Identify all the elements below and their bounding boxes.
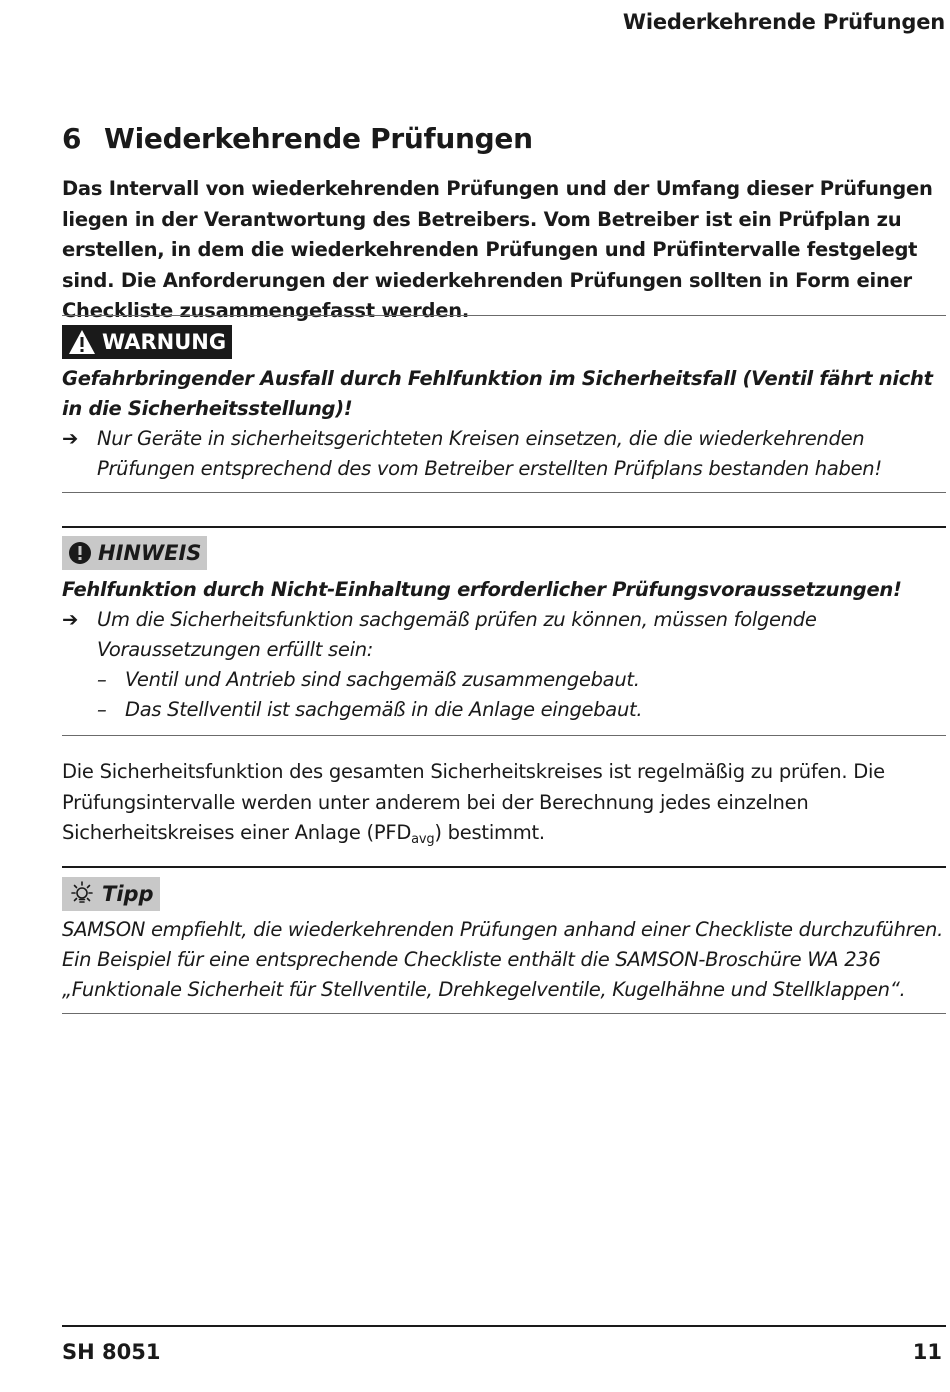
notice-heading: Fehlfunktion durch Nicht-Einhaltung erforderlicher Prüfungsvoraussetzungen! — [62, 578, 902, 601]
tip-top-rule — [62, 866, 946, 868]
document-id: SH 8051 — [62, 1340, 161, 1364]
tip-badge — [62, 877, 160, 911]
arrow-right-icon: ➔ — [62, 608, 79, 631]
warning-instruction — [62, 424, 946, 484]
notice-top-rule — [62, 526, 946, 528]
warning-label: WARNUNG — [102, 330, 227, 354]
list-item — [97, 695, 946, 725]
warning-top-rule — [62, 315, 946, 316]
dash-bullet: – — [97, 668, 107, 691]
notice-label: HINWEIS — [98, 541, 202, 565]
intro-paragraph: Das Intervall von wiederkehrenden Prüfungen und der Umfang dieser Prüfungen liegen in der Verantwortung des Betreibers. Vom Betreiber ist ein Prüfplan zu erstellen, in dem die wiederkehrenden Prüfungen und Prüfintervalle festgelegt sind. Die Anforderungen der wiederkehrenden Prüfungen sollten in Form einer Checkliste zusammengefasst werden. — [62, 177, 933, 322]
running-header: Wiederkehrende Prüfungen — [622, 10, 945, 34]
footer-rule — [62, 1325, 946, 1327]
pfd-subscript: avg — [411, 832, 435, 847]
tip-bottom-rule — [62, 1013, 946, 1014]
lightbulb-icon — [68, 880, 96, 908]
tip-text: SAMSON empfiehlt, die wiederkehrenden Prüfungen anhand einer Checkliste durchzuführen. Ein Beispiel für eine entsprechende Checkliste enthält die SAMSON-Broschüre WA 236 „Funktionale Sicherheit für Stellventile, Drehkegelventile, Kugelhähne und Stellklappen“. — [62, 918, 944, 1001]
chapter-number: 6 — [62, 122, 82, 155]
body-text-after: ) bestimmt. — [434, 821, 545, 844]
exclamation-circle-icon — [68, 541, 92, 565]
dash-bullet: – — [97, 698, 107, 721]
page-number: 11 — [912, 1340, 942, 1364]
body-paragraph — [62, 757, 946, 849]
warning-triangle-icon — [68, 329, 96, 355]
warning-badge — [62, 325, 232, 359]
list-item-text: Das Stellventil ist sachgemäß in die Anlage eingebaut. — [125, 698, 643, 721]
warning-instruction-text: Nur Geräte in sicherheitsgerichteten Kreisen einsetzen, die die wiederkehrenden Prüfungen entsprechend des vom Betreiber erstellten Prüfplans bestanden haben! — [97, 427, 882, 480]
notice-bottom-rule — [62, 735, 946, 736]
tip-label: Tipp — [102, 882, 154, 906]
warning-bottom-rule — [62, 492, 946, 493]
notice-badge — [62, 536, 207, 570]
list-item-text: Ventil und Antrieb sind sachgemäß zusammengebaut. — [125, 668, 640, 691]
arrow-right-icon: ➔ — [62, 427, 79, 450]
notice-instruction — [62, 605, 946, 665]
notice-instruction-text: Um die Sicherheitsfunktion sachgemäß prüfen zu können, müssen folgende Voraussetzungen erfüllt sein: — [97, 608, 817, 661]
body-text-before: Die Sicherheitsfunktion des gesamten Sicherheitskreises ist regelmäßig zu prüfen. Die Prüfungsintervalle werden unter anderem bei der Berechnung jedes einzelnen Sicherheitskreises einer Anlage (PFD — [62, 760, 885, 844]
chapter-title: Wiederkehrende Prüfungen — [104, 122, 533, 155]
chapter-heading — [62, 122, 533, 155]
warning-heading: Gefahrbringender Ausfall durch Fehlfunktion im Sicherheitsfall (Ventil fährt nicht in die Sicherheitsstellung)! — [62, 367, 933, 420]
list-item — [97, 665, 946, 695]
